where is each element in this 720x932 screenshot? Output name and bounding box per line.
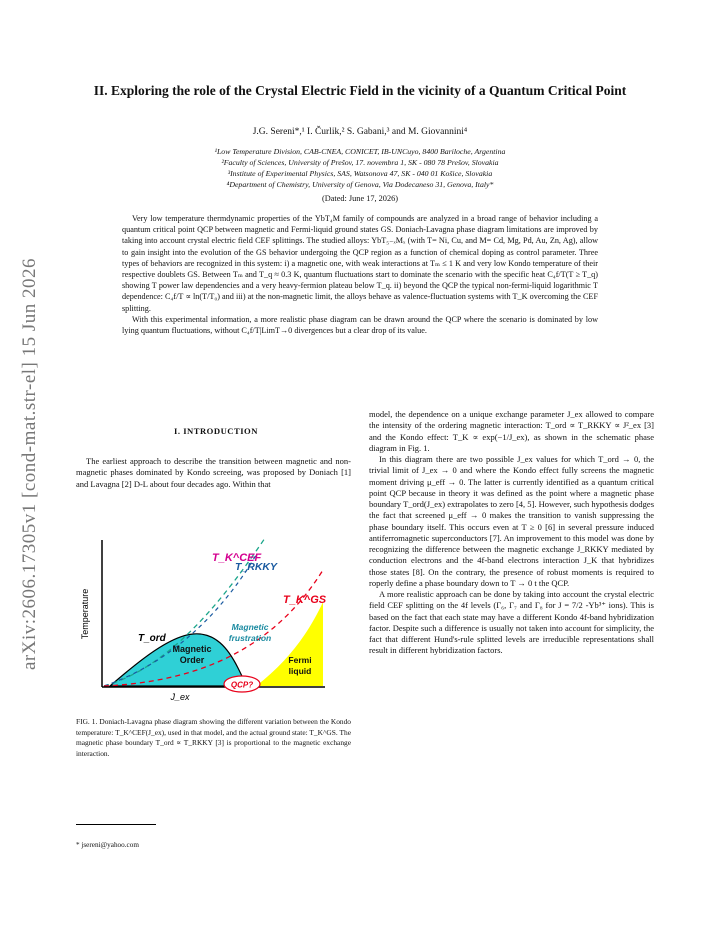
affiliation-2: ²Faculty of Sciences, University of Prešov, 17. novembra 1, SK - 080 78 Prešov, Slovakia (221, 158, 499, 167)
arxiv-sidebar-stamp: arXiv:2606.17305v1 [cond-mat.str-el] 15 Jun 2026 (19, 258, 40, 670)
section-heading-introduction: I. INTRODUCTION (174, 426, 258, 436)
t-ord-label: T_ord (138, 633, 166, 644)
affiliation-3: ³Institute of Experimental Physics, SAS, Watsonova 47, SK - 040 01 Košice, Slovakia (227, 169, 493, 178)
left-column-text (76, 456, 351, 490)
affiliation-1: ¹Low Temperature Division, CAB-CNEA, CONICET, IB-UNCuyo, 8400 Bariloche, Argentina (214, 147, 506, 156)
tk-gs-label: T_K^GS (283, 594, 327, 606)
date-line: (Dated: June 17, 2026) (321, 194, 399, 203)
abstract-paragraph-1: Very low temperature thermdynamic properties of the YbT₄M family of compounds are analyzed in a broad range of behavior including a quantum critical point QCP between magnetic and Fermi-liquid ground states GS. Doniach-Lavagna phase diagram limitations are improved by taking into account crystal electric field CEF splittings. The studied alloys: YbT₅₋ₓMₓ (with T= Ni, Cu, and M= Cd, Mg, Pd, Au, Zn, Ag), allow to gain insight into the evolution of the GS behavior undergoing the QCP region as a function of chemical doping as control parameter. Three types of behaviors are recognized in this system: i) a magnetic one, with weak interactions at Tₘ ≤ 1 K and very low Kondo temperature of their respective doublets GS. Between Tₘ and T_q ≈ 0.3 K, quantum fluctuations start to dominate the scenario with the specific heat C₄f/T(T ≥ T_q) showing T power law dependencies and a very heavy-fermion plateau below T_q. ii) beyond the QCP the typical non-fermi-liquid logarithmic T dependence: C₄f/T ∝ ln(T/T₀) and iii) at the non-magnetic limit, the alloys behave as valence-fluctuation systems with T_K overcoming the CEF splitting. (122, 214, 598, 313)
right-paragraph-2: In this diagram there are two possible J_ex values for which T_ord → 0, the trivial limit of J_ex → 0 and where the Kondo effect fully screens the magnetic moment driving μ_eff → 0. The latter is currently identified as a quantum critical point QCP because in theory it was defined as the point where a magnetic phase boundary T_ord(J_ex) extrapolates to zero [4, 5]. However, such hypothesis dodges the fact that screened μ_eff → 0 makes the transition to vanish suppressing the phase boundary itself. This occurs even at T ≥ 0 [6] in several pressure induced antiferromagnetic superconductors [7]. An improvement to this model was done by recognizing the difference between the magnetic exchange J_RKKY mediated by conduction electrons and the 4f-band electrons interaction J_K that hybridizes those states [8]. On the contrary, the presence of robust moments is required to roperly define a phase boundary down to T → 0 t the QCP. (369, 454, 654, 588)
fermi-liquid-label-box (278, 655, 322, 683)
t-rkky-label: T_RKKY (235, 561, 278, 573)
figure-1-phase-diagram (80, 530, 345, 710)
tk-cef-label: T_K^CEF (212, 552, 262, 564)
magnetic-frustration-label-box (220, 622, 280, 650)
right-paragraph-1: model, the dependence on a unique exchange parameter J_ex allowed to compare the intensity of the ordering magnetic interaction: T_ord ∝ T_RKKY ∝ J²_ex [3] and the Kondo effect: T_K ∝ exp(−1/J_ex), as shown in the schematic phase diagram in Fig. 1. (369, 409, 654, 453)
left-paragraph-1: The earliest approach to describe the transition between magnetic and non-magnetic phases dominated by Kondo screeing, was proposed by Doniach [1] and Lavagna [2] D-L about four decades ago. Within that (76, 456, 351, 489)
magnetic-order-label-box (162, 644, 222, 672)
qcp-label: QCP? (230, 680, 254, 690)
paper-title: II. Exploring the role of the Crystal Electric Field in the vicinity of a Quantum Critical Point (93, 83, 627, 98)
figure-1-caption: FIG. 1. Doniach-Lavagna phase diagram showing the different variation between the Kondo temperature: T_K^CEF(J_ex), used in that model, and the actual ground state: T_K^GS. The magnetic phase boundary T_ord ∝ T_RKKY [3] is proportional to the magnetic exchange interaction. (76, 717, 351, 758)
abstract-paragraph-2: With this experimental information, a more realistic phase diagram can be drawn around the QCP where the scenario is dominated by low lying quantum fluctuations, without C₄f/T|LimT→0 divergences but a clear drop of its value. (122, 314, 598, 336)
footnote-rule (76, 824, 156, 825)
fermi-liquid-label: Fermi liquid (288, 655, 312, 676)
footnote: * jsereni@yahoo.com (76, 841, 139, 849)
magnetic-frustration-label: Magnetic frustration (228, 622, 272, 643)
phase-diagram-svg (80, 530, 345, 710)
magnetic-order-label: Magnetic Order (172, 644, 212, 665)
right-column-text (369, 409, 654, 657)
x-axis-label: J_ex (170, 692, 190, 702)
affiliation-4: ⁴Department of Chemistry, University of Genova, Via Dodecaneso 31, Genova, Italy* (226, 180, 494, 189)
y-axis-label: Temperature (80, 588, 90, 640)
right-paragraph-3: A more realistic approach can be done by taking into account the crystal electric field CEF splitting on the 4f levels (Γ₆, Γ₇ and Γ₈ for J = 7/2 -Yb³⁺ ions). This is based on the fact that each state may have a different Kondo 4f-band hybridization factor. Despite such a difference is usually not taken into account for simplicity, the fact that different Hund's-rule splitted levels are irreducible representations shall result in different hybridization factors. (369, 589, 654, 656)
author-list: J.G. Sereni*,¹ I. Čurlik,² S. Gabani,³ and M. Giovannini⁴ (252, 127, 468, 137)
abstract (122, 213, 598, 336)
